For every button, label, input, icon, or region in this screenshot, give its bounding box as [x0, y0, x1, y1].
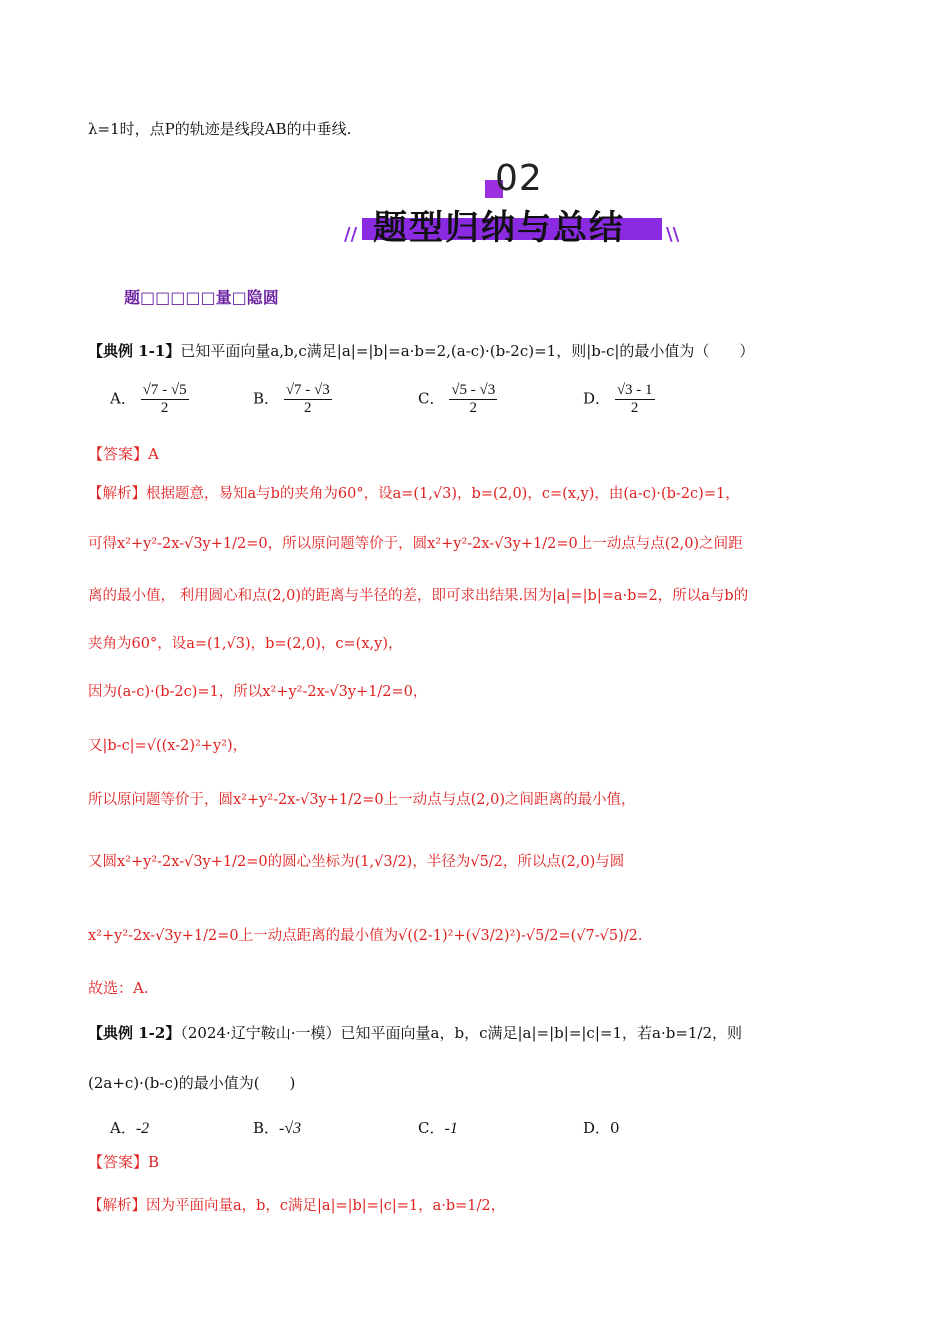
- example1-label: 【典例 1-1】: [88, 342, 181, 360]
- section-title: 题型归纳与总结: [373, 208, 625, 248]
- section-banner: [340, 160, 680, 250]
- example2-stem-line-2: (2a+c)·(b-c)的最小值为( ): [88, 1074, 296, 1092]
- example2-stem-line: [88, 1022, 742, 1043]
- example2-stem: （2024·辽宁鞍山·一模）已知平面向量a，b，c满足|a|=|b|=|c|=1，若a·b=1/2，则: [180, 1024, 743, 1042]
- option-a: A．-2: [110, 1119, 150, 1137]
- option-b: B． $\frac{√7 - √3}{2}$: [253, 382, 330, 416]
- example1-analysis-line-4: 夹角为60°，设a=(1,√3)，b=(2,0)，c=(x,y)，: [88, 636, 403, 652]
- example1-analysis-line-9: x²+y²-2x-√3y+1/2=0上一动点距离的最小值为√((2-1)²+(√3/2)²)-√5/2=(√7-√5)/2.: [88, 928, 643, 944]
- example2-analysis-line: 【解析】因为平面向量a，b，c满足|a|=|b|=|c|=1，a·b=1/2，: [88, 1198, 506, 1214]
- right-slash-icon: \\: [666, 224, 680, 245]
- example1-stem-line: [88, 340, 754, 361]
- example1-analysis-line-1: 【解析】根据题意，易知a与b的夹角为60°，设a=(1,√3)，b=(2,0)，c=(x,y)，由(a-c)·(b-2c)=1，: [88, 486, 740, 502]
- option-d: D．0: [583, 1119, 620, 1137]
- example1-analysis-line-5: 因为(a-c)·(b-2c)=1，所以x²+y²-2x-√3y+1/2=0，: [88, 684, 428, 700]
- option-c: C．-1: [418, 1119, 458, 1137]
- option-c: C． $\frac{√5 - √3}{2}$: [418, 382, 496, 416]
- example1-analysis-line-6: 又|b-c|=√((x-2)²+y²)，: [88, 738, 248, 754]
- example1-options: [110, 382, 770, 432]
- section-number: 02: [495, 158, 543, 199]
- subheading: 题□□□□□量□隐圆: [124, 288, 279, 307]
- example1-analysis-line-2: 可得x²+y²-2x-√3y+1/2=0，所以原问题等价于，圆x²+y²-2x-√3y+1/2=0上一动点与点(2,0)之间距: [88, 536, 743, 552]
- option-b: B．-√3: [253, 1119, 302, 1137]
- example1-analysis-line-8: 又圆x²+y²-2x-√3y+1/2=0的圆心坐标为(1,√3/2)，半径为√5/2，所以点(2,0)与圆: [88, 854, 625, 870]
- example1-conclusion: 故选：A.: [88, 979, 149, 997]
- option-d: D． $\frac{√3 - 1}{2}$: [583, 382, 653, 416]
- example1-stem: 已知平面向量a,b,c满足|a|=|b|=a·b=2,(a-c)·(b-2c)=1，则|b-c|的最小值为（ ）: [180, 342, 755, 360]
- intro-line: λ=1时，点P的轨迹是线段AB的中垂线.: [88, 120, 352, 138]
- example1-analysis-line-3: 离的最小值， 利用圆心和点(2,0)的距离与半径的差，即可求出结果.因为|a|=|b|=a·b=2，所以a与b的: [88, 588, 749, 604]
- example2-answer: 【答案】B: [88, 1153, 160, 1171]
- example2-options: [110, 1117, 770, 1141]
- left-slash-icon: //: [344, 224, 358, 245]
- example1-analysis-line-7: 所以原问题等价于，圆x²+y²-2x-√3y+1/2=0上一动点与点(2,0)之间距离的最小值，: [88, 792, 636, 808]
- option-a: A． $\frac{√7 - √5}{2}$: [110, 382, 187, 416]
- example1-answer: 【答案】A: [88, 445, 159, 463]
- example2-label: 【典例 1-2】: [88, 1024, 181, 1042]
